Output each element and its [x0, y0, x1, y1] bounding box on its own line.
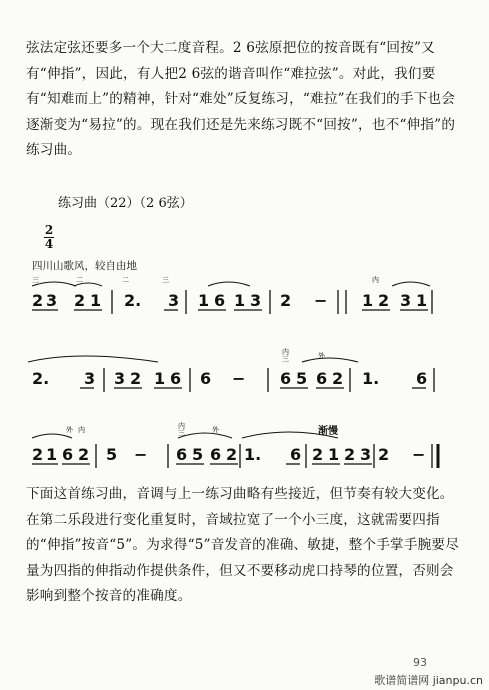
- svg-text:−: −: [314, 291, 328, 310]
- svg-text:6: 6: [170, 369, 182, 388]
- score-row-2-notation: [28, 344, 458, 414]
- svg-text:2: 2: [32, 445, 44, 464]
- intro-paragraph: 弦法定弦还要多一个大二度音程。2 6弦原把位的按音既有“回按”又有“伸指”，因此，有人把2 6弦的谐音叫作“难拉弦”。对此，我们要有“知难而上”的精神，针对“难处”反复练习，“难拉”在我们的手下也会逐渐变为“易拉”的。现在我们还是先来练习既不“回按”，也不“伸指”的练习曲。: [26, 40, 456, 158]
- svg-text:6: 6: [214, 291, 226, 310]
- rit-marking: 渐慢: [318, 426, 338, 437]
- svg-text:2: 2: [378, 291, 390, 310]
- score-row-3: [28, 420, 448, 490]
- svg-text:2: 2: [312, 445, 324, 464]
- score-row-1-notation: [28, 268, 458, 338]
- svg-text:−: −: [412, 445, 426, 464]
- svg-text:2: 2: [226, 445, 238, 464]
- svg-text:3: 3: [360, 445, 372, 464]
- svg-text:−: −: [134, 445, 148, 464]
- svg-text:5: 5: [192, 445, 204, 464]
- score-row-3-notation: [28, 420, 458, 490]
- svg-text:−: −: [232, 369, 246, 388]
- svg-text:内: 内: [372, 276, 379, 284]
- svg-text:2: 2: [74, 291, 86, 310]
- svg-text:外: 外: [66, 426, 73, 434]
- tempo-marking: 四川山歌风，较自由地: [32, 260, 137, 272]
- svg-text:内: 内: [282, 348, 289, 356]
- svg-text:3: 3: [168, 291, 180, 310]
- svg-text:3: 3: [250, 291, 262, 310]
- svg-text:2: 2: [280, 291, 292, 310]
- svg-text:2.: 2.: [32, 369, 50, 388]
- svg-text:二: 二: [76, 276, 83, 284]
- svg-text:6: 6: [416, 369, 428, 388]
- svg-text:三: 三: [282, 355, 289, 363]
- svg-text:6: 6: [200, 369, 212, 388]
- svg-text:6: 6: [290, 445, 302, 464]
- svg-text:1: 1: [328, 445, 340, 464]
- time-signature-bottom: 4: [44, 237, 54, 251]
- score-row-2: [28, 344, 448, 414]
- exercise-description-paragraph: 下面这首练习曲，音调与上一练习曲略有些接近，但节奏有较大变化。在第二乐段进行变化重复时，音域拉宽了一个小三度，这就需要四指的“伸指”按音“5̇”。为求得“5̇”音发音的准确、敏捷，整个手掌手腕要尽量为四指的伸指动作提供条件，但又不要移动虎口持琴的位置，否则会影响到整个按音的准确度。: [26, 486, 460, 604]
- time-signature: [44, 224, 54, 251]
- svg-text:三: 三: [162, 276, 169, 284]
- svg-text:3: 3: [114, 369, 126, 388]
- svg-text:6: 6: [210, 445, 222, 464]
- svg-text:1.: 1.: [362, 369, 380, 388]
- svg-text:6: 6: [62, 445, 74, 464]
- svg-text:2: 2: [78, 445, 90, 464]
- svg-text:2: 2: [130, 369, 142, 388]
- svg-text:2: 2: [378, 445, 390, 464]
- page-number: 93: [413, 656, 427, 669]
- svg-text:2.: 2.: [124, 291, 142, 310]
- svg-text:1: 1: [234, 291, 246, 310]
- svg-text:1.: 1.: [244, 445, 262, 464]
- svg-text:2: 2: [344, 445, 356, 464]
- svg-text:3: 3: [400, 291, 412, 310]
- svg-text:1: 1: [362, 291, 374, 310]
- svg-text:三: 三: [178, 429, 185, 437]
- svg-text:5: 5: [296, 369, 308, 388]
- score-row-1: [28, 268, 448, 338]
- svg-text:5: 5: [106, 445, 118, 464]
- svg-text:三: 三: [32, 276, 39, 284]
- svg-text:6: 6: [316, 369, 328, 388]
- svg-text:6: 6: [176, 445, 188, 464]
- svg-text:2: 2: [32, 291, 44, 310]
- svg-text:1: 1: [198, 291, 210, 310]
- svg-text:内: 内: [78, 426, 85, 434]
- svg-text:1: 1: [154, 369, 166, 388]
- svg-text:1: 1: [46, 445, 58, 464]
- svg-text:外: 外: [212, 426, 219, 434]
- svg-text:2: 2: [332, 369, 344, 388]
- time-signature-top: 2: [44, 223, 54, 237]
- svg-text:6: 6: [280, 369, 292, 388]
- svg-text:1: 1: [90, 291, 102, 310]
- svg-text:外: 外: [318, 352, 325, 360]
- exercise-title: 练习曲（22）（2 6弦）: [58, 196, 193, 211]
- svg-text:3: 3: [46, 291, 58, 310]
- svg-text:1: 1: [416, 291, 428, 310]
- svg-text:二: 二: [122, 276, 129, 284]
- watermark: 歌谱简谱网 jianpu.cn: [374, 674, 483, 687]
- svg-text:内: 内: [178, 422, 185, 430]
- svg-text:3: 3: [84, 369, 96, 388]
